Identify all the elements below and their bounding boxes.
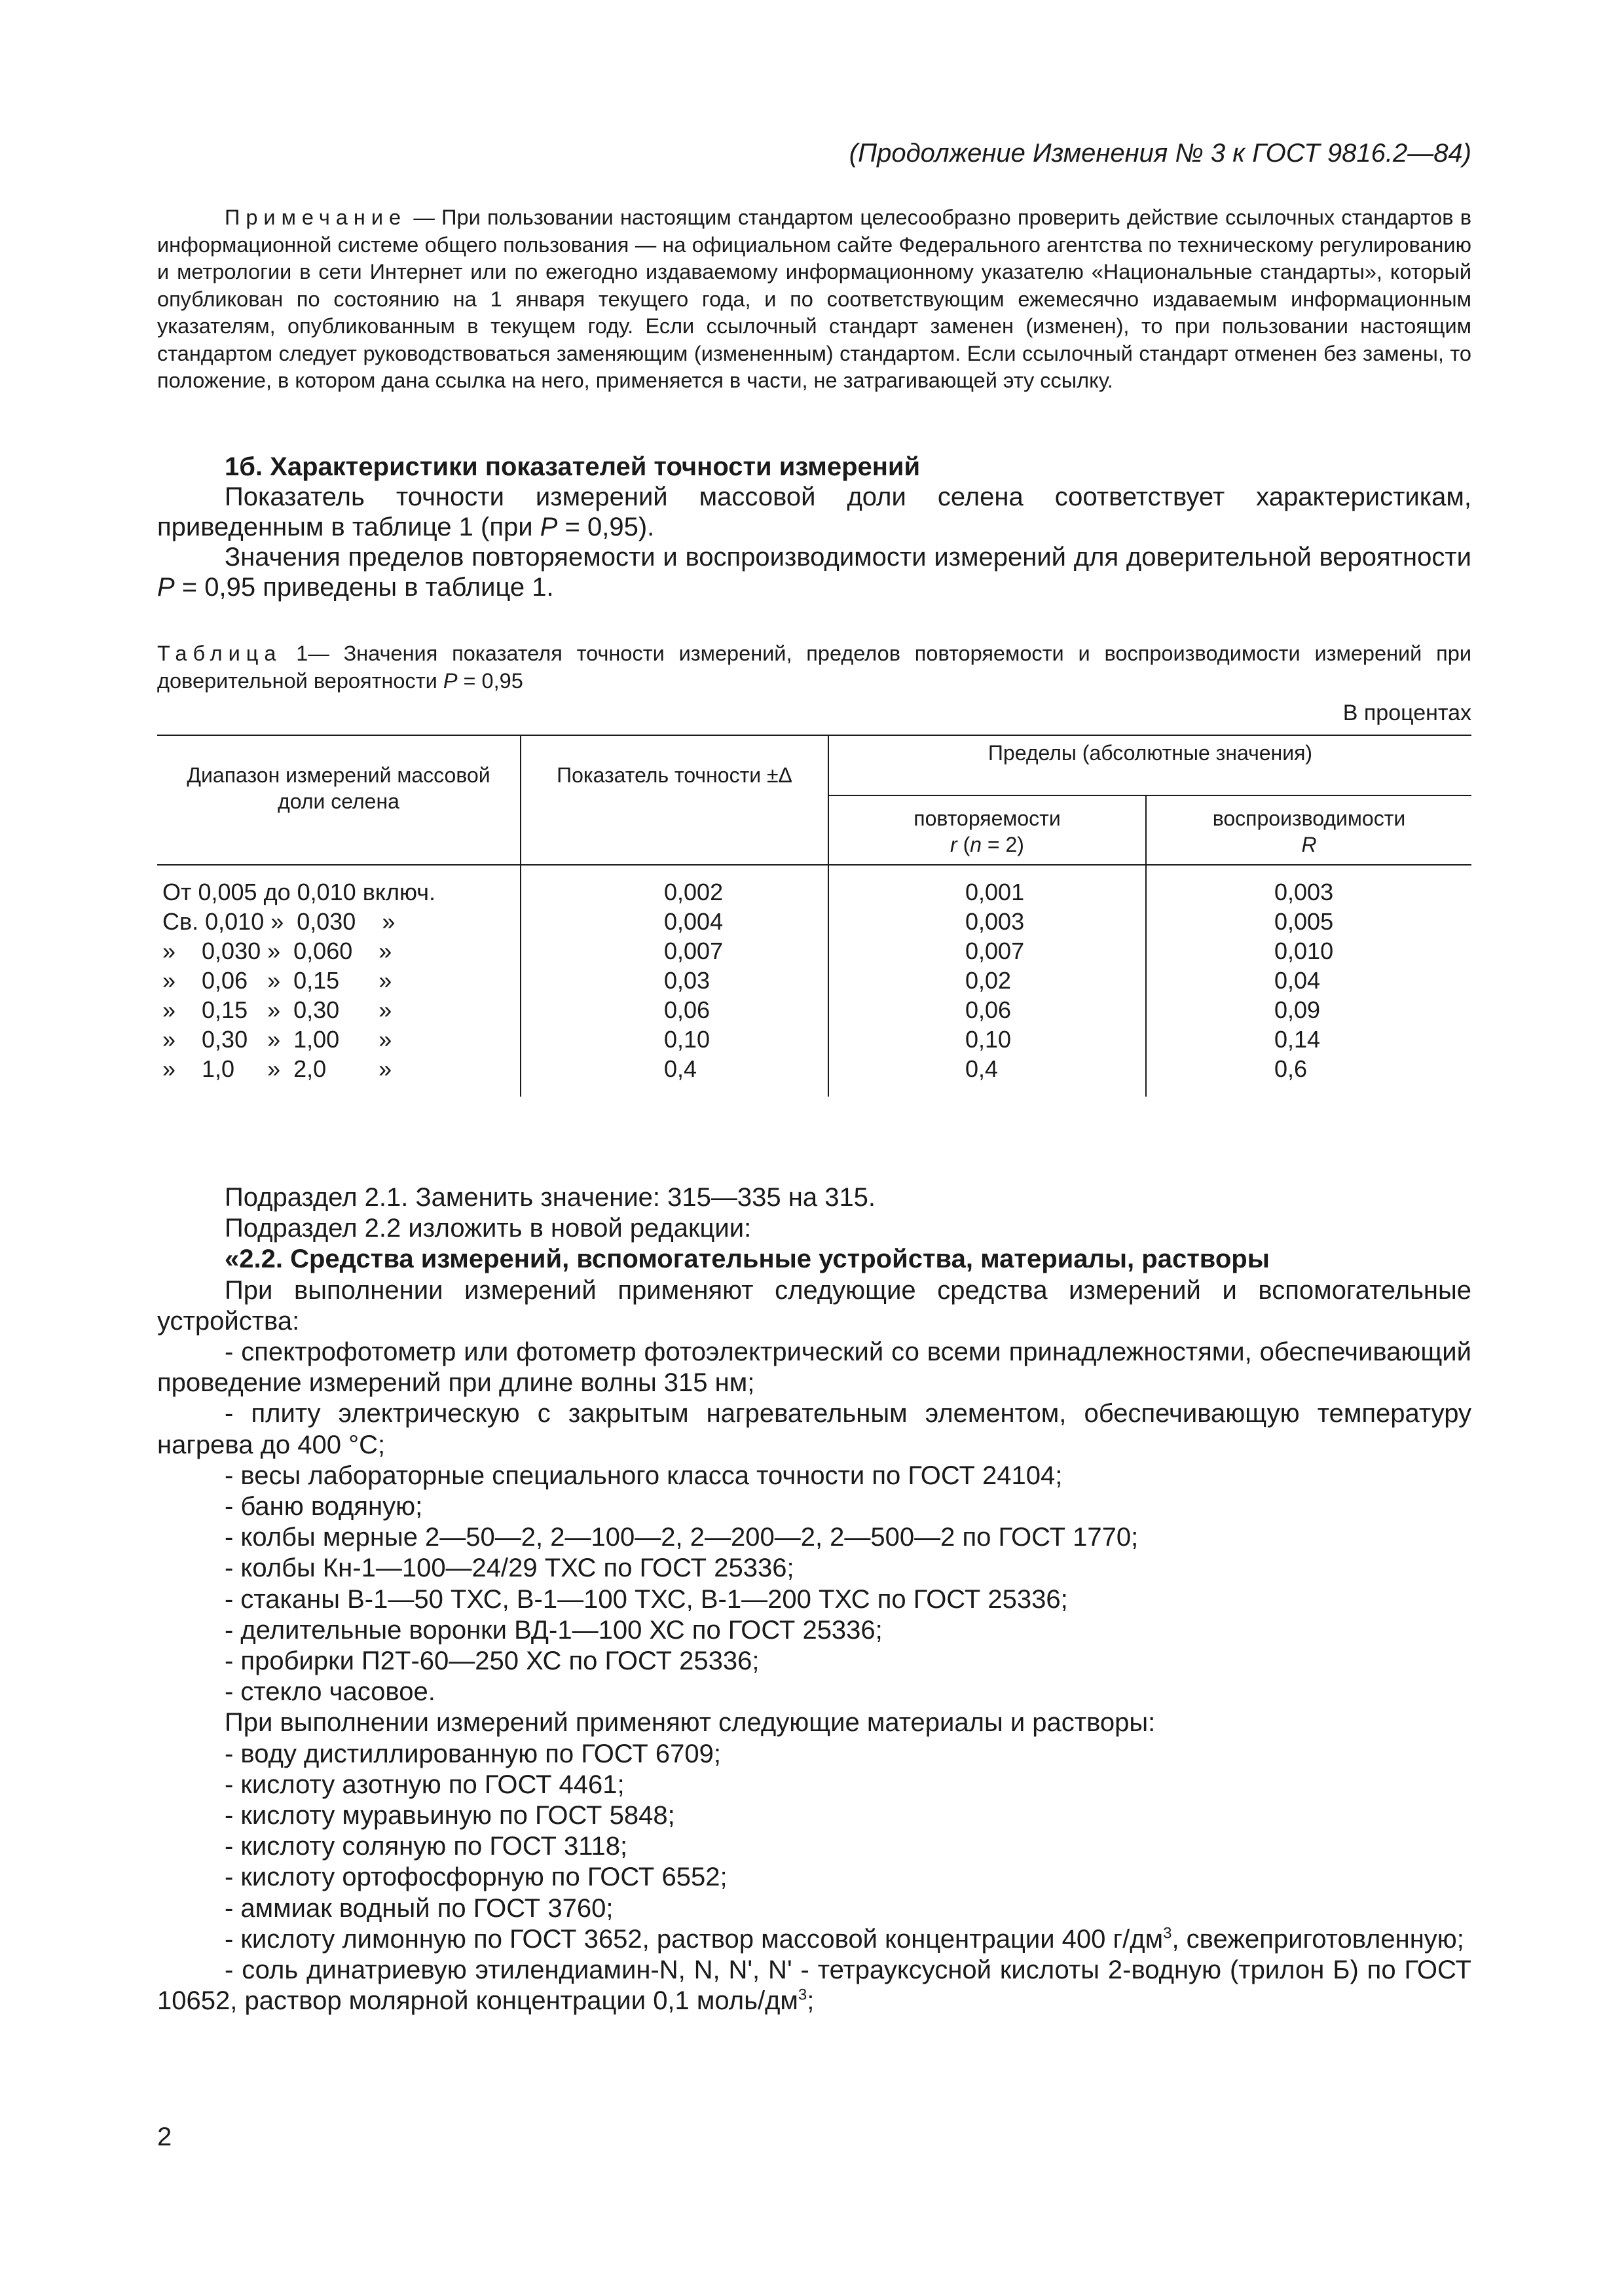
reproducibility-cell: 0,09: [1146, 995, 1471, 1025]
section-1b: [157, 452, 1471, 602]
accuracy-cell: 0,03: [521, 966, 828, 995]
materials-list: [157, 1739, 1471, 1924]
material-item: - кислоту ортофосфорную по ГОСТ 6552;: [225, 1863, 728, 1892]
instrument-item: - баню водяную;: [225, 1492, 423, 1522]
table-row: [157, 1025, 1471, 1054]
section-2-changes: [157, 1182, 1471, 2016]
accuracy-cell: 0,007: [521, 936, 828, 966]
table-row: [157, 907, 1471, 936]
section-1b-paragraph-2: Значения пределов повторяемости и воспроизводимости измерений для доверительной вероятности P = 0,95 приведены в таблице 1.: [157, 543, 1471, 602]
reference-note: [157, 204, 1471, 395]
repeatability-cell: 0,06: [828, 995, 1146, 1025]
material-item: - аммиак водный по ГОСТ 3760;: [225, 1893, 614, 1923]
reproducibility-cell: 0,04: [1146, 966, 1471, 995]
accuracy-cell: 0,06: [521, 995, 828, 1025]
instrument-item: - стекло часовое.: [225, 1677, 435, 1707]
table-body: [157, 865, 1471, 1097]
instrument-item: - колбы мерные 2—50—2, 2—100—2, 2—200—2, 2—500—2 по ГОСТ 1770;: [225, 1523, 1139, 1552]
repeatability-cell: 0,001: [828, 865, 1146, 907]
table-caption-label: Таблица: [157, 642, 282, 665]
table-row: [157, 995, 1471, 1025]
table-caption: [157, 640, 1471, 695]
reproducibility-cell: 0,6: [1146, 1054, 1471, 1097]
range-cell: » 0,06 » 0,15 »: [157, 966, 521, 995]
section-1b-heading: 1б. Характеристики показателей точности измерений: [225, 452, 921, 481]
subsection-2-2-change: Подраздел 2.2 изложить в новой редакции:: [225, 1214, 752, 1243]
instrument-item: - стаканы В-1—50 ТХС, В-1—100 ТХС, В-1—200 ТХС по ГОСТ 25336;: [225, 1584, 1068, 1614]
instrument-item: - колбы Кн-1—100—24/29 ТХС по ГОСТ 25336;: [225, 1554, 794, 1583]
instruments-intro: При выполнении измерений применяют следующие средства измерений и вспомогательные устройства:: [157, 1275, 1471, 1336]
continuation-header: (Продолжение Изменения № 3 к ГОСТ 9816.2—84): [849, 139, 1471, 168]
accuracy-table: [157, 735, 1471, 1116]
repeatability-cell: 0,003: [828, 907, 1146, 936]
range-cell: » 0,30 » 1,00 »: [157, 1025, 521, 1054]
reproducibility-cell: 0,010: [1146, 936, 1471, 966]
range-cell: » 0,15 » 0,30 »: [157, 995, 521, 1025]
accuracy-cell: 0,10: [521, 1025, 828, 1054]
material-item: - воду дистиллированную по ГОСТ 6709;: [225, 1739, 722, 1768]
material-item: - кислоту азотную по ГОСТ 4461;: [225, 1770, 625, 1799]
header-limits: Пределы (абсолютные значения): [828, 735, 1471, 795]
material-item: - кислоту муравьиную по ГОСТ 5848;: [225, 1801, 675, 1831]
table-row: [157, 865, 1471, 907]
table-row: [157, 1054, 1471, 1097]
accuracy-cell: 0,004: [521, 907, 828, 936]
header-reproducibility: воспроизводимости R: [1146, 795, 1471, 865]
instrument-item: - пробирки П2Т-60—250 ХС по ГОСТ 25336;: [225, 1647, 760, 1676]
range-cell: » 1,0 » 2,0 »: [157, 1054, 521, 1097]
note-label: Примечание: [225, 206, 407, 229]
range-cell: Св. 0,010 » 0,030 »: [157, 907, 521, 936]
instrument-item: - плиту электрическую с закрытым нагревательным элементом, обеспечивающую температуру нагрева до 400 °С;: [157, 1399, 1471, 1459]
note-text: — При пользовании настоящим стандартом целесообразно проверить действие ссылочных стандартов в информационной системе общего пользования — на официальном сайте Федерального агентства по техническому регулированию и метрологии в сети Интернет или по ежегодно издаваемому информационному указателю «Национальные стандарты», который опубликован по состоянию на 1 января текущего года, и по соответствующим ежемесячно издаваемым информационным указателям, опубликованным в текущем году. Если ссылочный стандарт заменен (изменен), то при пользовании настоящим стандартом следует руководствоваться заменяющим (измененным) стандартом. Если ссылочный стандарт отменен без замены, то положение, в котором дана ссылка на него, применяется в части, не затрагивающей эту ссылку.: [157, 206, 1471, 392]
instrument-item: - делительные воронки ВД-1—100 ХС по ГОСТ 25336;: [225, 1615, 883, 1645]
citric-acid-item: - кислоту лимонную по ГОСТ 3652, раствор массовой концентрации 400 $г/дм^3$, свежеприготовленную;: [225, 1924, 1464, 1954]
range-cell: От 0,005 до 0,010 включ.: [157, 865, 521, 907]
subsection-2-1-change: Подраздел 2.1. Заменить значение: 315—335 на 315.: [225, 1183, 876, 1212]
page-number: 2: [157, 2123, 172, 2151]
section-1b-paragraph-1: Показатель точности измерений массовой доли селена соответствует характеристикам, приведенным в таблице 1 (при P = 0,95).: [157, 483, 1471, 541]
repeatability-cell: 0,4: [828, 1054, 1146, 1097]
header-range: Диапазон измерений массовой доли селена: [157, 735, 521, 865]
subsection-2-2-heading: «2.2. Средства измерений, вспомогательные устройства, материалы, растворы: [225, 1245, 1270, 1274]
material-item: - кислоту соляную по ГОСТ 3118;: [225, 1832, 628, 1861]
instruments-list: [157, 1337, 1471, 1707]
table-units: В процентах: [1342, 701, 1471, 725]
reproducibility-cell: 0,005: [1146, 907, 1471, 936]
reproducibility-cell: 0,003: [1146, 865, 1471, 907]
instrument-item: - спектрофотометр или фотометр фотоэлектрический со всеми принадлежностями, обеспечивающий проведение измерений при длине волны 315 нм;: [157, 1338, 1471, 1398]
repeatability-cell: 0,007: [828, 936, 1146, 966]
accuracy-cell: 0,002: [521, 865, 828, 907]
table-row: [157, 936, 1471, 966]
instrument-item: - весы лабораторные специального класса точности по ГОСТ 24104;: [225, 1461, 1063, 1490]
table-row: [157, 966, 1471, 995]
header-accuracy: Показатель точности ±Δ: [521, 735, 828, 865]
accuracy-cell: 0,4: [521, 1054, 828, 1097]
range-cell: » 0,030 » 0,060 »: [157, 936, 521, 966]
reproducibility-cell: 0,14: [1146, 1025, 1471, 1054]
header-repeatability: повторяемости r (n = 2): [828, 795, 1146, 865]
repeatability-cell: 0,10: [828, 1025, 1146, 1054]
trilon-item: - соль динатриевую этилендиамин-N, N, N', N' - тетрауксусной кислоты 2-водную (трилон Б) по ГОСТ 10652, раствор молярной концентрации 0,1 моль/$дм^3$;: [157, 1956, 1471, 2016]
table-caption-text: 1— Значения показателя точности измерений, пределов повторяемости и воспроизводимости измерений при доверительной вероятности P = 0,95: [157, 642, 1471, 693]
repeatability-cell: 0,02: [828, 966, 1146, 995]
materials-intro: При выполнении измерений применяют следующие материалы и растворы:: [225, 1708, 1156, 1738]
